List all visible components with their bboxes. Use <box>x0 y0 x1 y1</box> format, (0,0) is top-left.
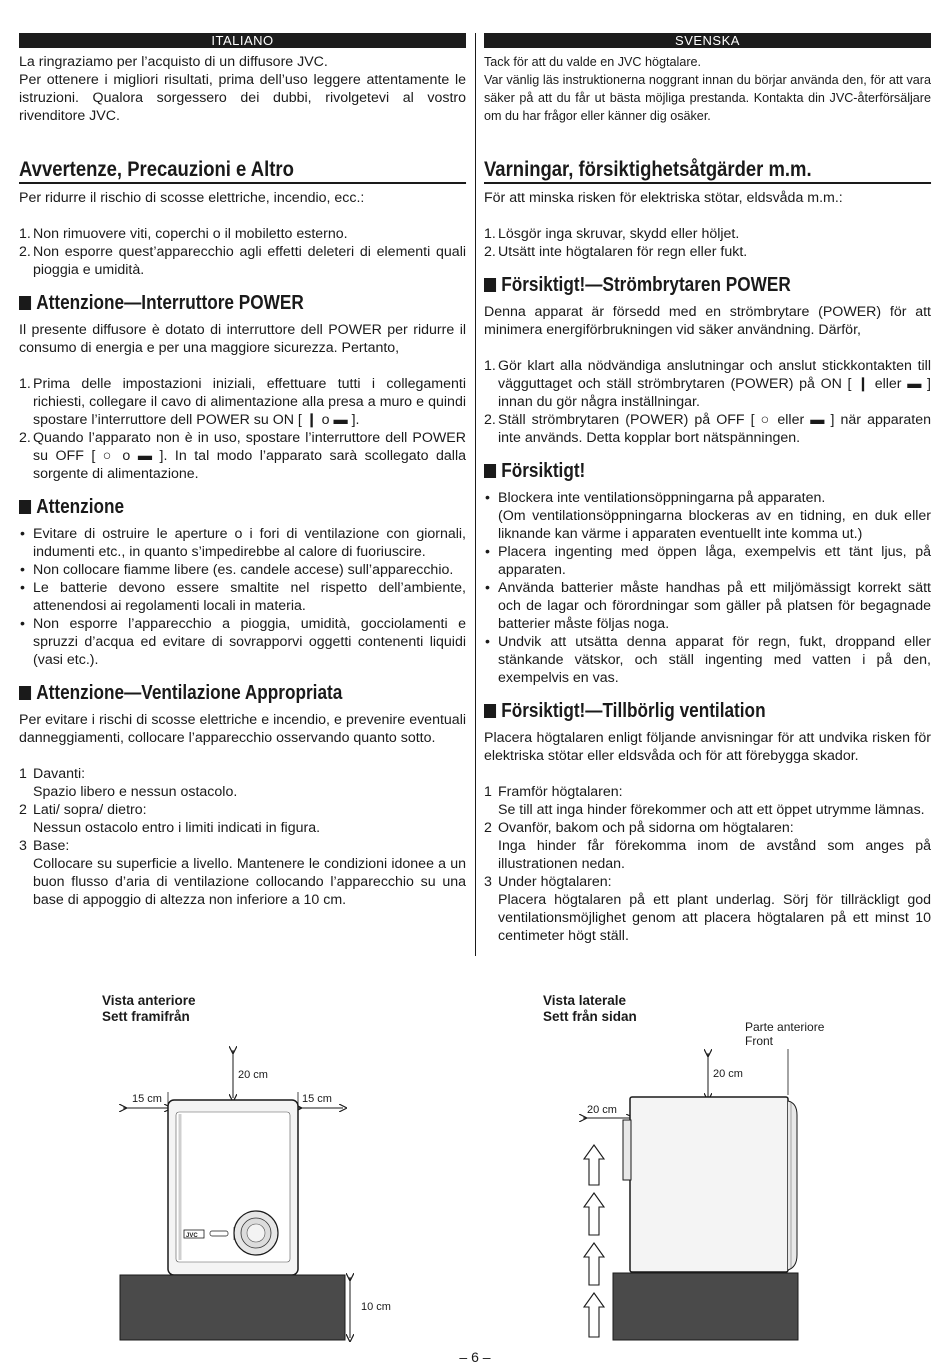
caution-list-italian <box>19 525 466 669</box>
list-item <box>484 243 931 261</box>
list-item-number: 1. <box>484 226 496 242</box>
vent-intro-italian: Per evitare i rischi di scosse elettriche e incendio, e prevenire eventuali danneggiamenti, collocare l’apparecchio osservando quanto sotto. <box>19 712 466 746</box>
square-bullet-icon <box>484 704 496 718</box>
front-left-label: 15 cm <box>132 1093 162 1105</box>
heading-warnings-italian: Avvertenze, Precauzioni e Altro <box>19 158 466 184</box>
square-bullet-icon <box>19 296 31 310</box>
list-item-head: Lati/ sopra/ dietro: <box>33 802 147 818</box>
bullet-icon: • <box>485 634 490 650</box>
list-item-head: Ovanför, bakom och på sidorna om högtalaren: <box>498 820 794 836</box>
list-item <box>19 579 466 615</box>
list-item-number: 1 <box>484 784 492 800</box>
power-list-swedish <box>484 357 931 447</box>
list-item-number: 3 <box>484 874 492 890</box>
front-part-label-en: Front <box>745 1034 774 1048</box>
list-item-number: 2. <box>484 412 496 428</box>
language-bar-italian: ITALIANO <box>19 33 466 48</box>
list-item <box>484 543 931 579</box>
list-item <box>484 579 931 633</box>
front-view-label: Vista anteriore Sett framifrån <box>102 993 196 1024</box>
bullet-icon: • <box>20 580 25 596</box>
bullet-icon: • <box>20 562 25 578</box>
square-bullet-icon <box>19 500 31 514</box>
speaker-side <box>630 1097 788 1272</box>
list-item-text: Inga hinder får förekomma inom de avstånd som anges på illustrationen nedan. <box>498 838 931 872</box>
power-intro-swedish: Denna apparat är försedd med en strömbrytare (POWER) för att minimera energiförbrukningen vid säker användning. Därför, <box>484 304 931 338</box>
base-block-side <box>613 1273 798 1340</box>
side-back-label: 20 cm <box>587 1104 617 1116</box>
list-item <box>484 633 931 687</box>
list-item-text: Använda batterier måste handhas på ett miljömässigt korrekt sätt och de lagar och förordningar som gäller på platsen för begagnade batterier måste följas noga. <box>498 580 931 632</box>
heading-power-italian: Attenzione—Interruttore POWER <box>19 291 465 315</box>
list-item-number: 1. <box>19 226 31 242</box>
list-item-text: Gör klart alla nödvändiga anslutningar och anslut stickkontakten till vägguttaget och ställ strömbrytaren (POWER) på ON [ ❙ eller ▬ ] innan du gör några inställningar. <box>498 358 931 410</box>
list-item-text: Lösgör inga skruvar, skydd eller höljet. <box>498 226 740 242</box>
column-divider <box>475 33 476 956</box>
list-item-text: Non esporre l’apparecchio a pioggia, umidità, gocciolamenti e spruzzi d’acqua ed evitare di sovrapporvi oggetti contenenti liquidi (vasi etc.). <box>33 616 466 668</box>
heading-vent-swedish: Försiktigt!—Tillbörlig ventilation <box>484 699 930 723</box>
list-item-text: Undvik att utsätta denna apparat för regn, fukt, droppand eller stänkande vätskor, och ställ ingenting med vatten i på den, exempelvis en vas. <box>498 634 931 686</box>
list-item-number: 1. <box>484 358 496 374</box>
list-item <box>19 801 466 837</box>
power-intro-italian: Il presente diffusore è dotato di interruttore dell POWER per ridurre il consumo di energia e per una maggiore sicurezza. Pertanto, <box>19 322 466 356</box>
heading-intro-italian: Per ridurre il rischio di scosse elettriche, incendio, ecc.: <box>19 190 365 206</box>
list-item <box>484 873 931 945</box>
base-block <box>120 1275 345 1340</box>
caution-list-swedish <box>484 489 931 687</box>
list-item-text: Utsätt inte högtalaren för regn eller fukt. <box>498 244 748 260</box>
list-item-number: 2. <box>484 244 496 260</box>
list-item-text: Collocare su superficie a livello. Mantenere le condizioni idonee a un buon flusso d’aria di ventilazione collocando l’apparecchio su una base di appoggio di altezza non inferiore a 10 cm. <box>33 856 466 908</box>
intro-swedish: Tack för att du valde en JVC högtalare. Var vänlig läs instruktionerna noggrant innan du börjar använda den, för att vara säker på att du får ut bästa möjliga prestanda. Kontakta din JVC-återförsäljare om du har frågor eller känner dig osäker. <box>484 55 931 123</box>
bullet-icon: • <box>20 526 25 542</box>
front-view-diagram <box>0 1030 475 1350</box>
warnings-list-italian <box>19 225 466 279</box>
list-item-text: Non rimuovere viti, coperchi o il mobiletto esterno. <box>33 226 348 242</box>
list-item-head: Under högtalaren: <box>498 874 612 890</box>
page-number: – 6 – <box>459 1349 491 1365</box>
side-view-label: Vista laterale Sett från sidan <box>543 993 637 1024</box>
list-item-number: 2. <box>19 430 31 446</box>
heading-intro-swedish: För att minska risken för elektriska stötar, eldsvåda m.m.: <box>484 190 843 206</box>
list-item <box>484 489 931 543</box>
bullet-icon: • <box>485 544 490 560</box>
front-bottom-label: 10 cm <box>361 1301 391 1313</box>
list-item-text: Ställ strömbrytaren (POWER) på OFF [ ○ eller ▬ ] när apparaten inte används. Detta kopplar bort nätspänningen. <box>498 412 931 446</box>
vent-list-swedish <box>484 783 931 945</box>
heading-power-swedish: Försiktigt!—Strömbrytaren POWER <box>484 273 930 297</box>
list-item <box>19 375 466 429</box>
svg-text:JVC: JVC <box>186 1233 198 1239</box>
list-item <box>484 357 931 411</box>
list-item <box>19 765 466 801</box>
list-item-head: Framför högtalaren: <box>498 784 623 800</box>
heading-caution-swedish: Försiktigt! <box>484 459 930 483</box>
power-list-italian <box>19 375 466 483</box>
front-part-label-it: Parte anteriore <box>745 1020 825 1034</box>
list-item <box>19 615 466 669</box>
square-bullet-icon <box>484 464 496 478</box>
heading-vent-italian: Attenzione—Ventilazione Appropriata <box>19 681 465 705</box>
list-item-text: Non esporre quest’apparecchio agli effetti deleteri di elementi quali pioggia e umidità. <box>33 244 466 278</box>
list-item-text: Prima delle impostazioni iniziali, effettuare tutti i collegamenti richiesti, collegare il cavo di alimentazione alla presa a muro e quindi spostare l’interruttore dell POWER su ON [ ❙ o ▬ ]. <box>33 376 466 428</box>
bullet-icon: • <box>485 580 490 596</box>
swedish-column <box>484 33 931 945</box>
list-item <box>19 837 466 909</box>
list-item-text: Non collocare fiamme libere (es. candele accese) sull’apparecchio. <box>33 562 454 578</box>
bullet-icon: • <box>485 490 490 506</box>
list-item-number: 1 <box>19 766 27 782</box>
language-bar-swedish: SVENSKA <box>484 33 931 48</box>
list-item-text: Spazio libero e nessun ostacolo. <box>33 784 238 800</box>
list-item <box>484 783 931 819</box>
list-item-head: Davanti: <box>33 766 86 782</box>
square-bullet-icon <box>484 278 496 292</box>
list-item-number: 2. <box>19 244 31 260</box>
list-item <box>19 225 466 243</box>
list-item-number: 1. <box>19 376 31 392</box>
intro-italian: La ringraziamo per l’acquisto di un diffusore JVC. Per ottenere i migliori risultati, prima dell’uso leggere attentamente le istruzioni. Qualora sorgessero dei dubbi, rivolgetevi al vostro rivenditore JVC. <box>19 54 466 124</box>
list-item <box>19 429 466 483</box>
square-bullet-icon <box>19 686 31 700</box>
list-item <box>19 561 466 579</box>
list-item <box>19 243 466 279</box>
side-view-diagram <box>475 1015 950 1350</box>
side-top-label: 20 cm <box>713 1068 743 1080</box>
warnings-list-swedish <box>484 225 931 261</box>
bullet-icon: • <box>20 616 25 632</box>
list-item-text: Placera ingenting med öppen låga, exempelvis ett tänt ljus, på apparaten. <box>498 544 931 578</box>
front-right-label: 15 cm <box>302 1093 332 1105</box>
list-item-text: Nessun ostacolo entro i limiti indicati in figura. <box>33 820 321 836</box>
heading-warnings-swedish: Varningar, försiktighetsåtgärder m.m. <box>484 158 931 184</box>
list-item <box>19 525 466 561</box>
list-item-number: 2 <box>484 820 492 836</box>
list-item-text: Le batterie devono essere smaltite nel rispetto dell’ambiente, attenendosi ai regolamenti locali in materia. <box>33 580 466 614</box>
heading-caution-italian: Attenzione <box>19 495 465 519</box>
list-item-text: Placera högtalaren på ett plant underlag. Sörj för tillräckligt god ventilationsmöjlighet genom att placera högtalaren på ett minst 10 centimeter högt ställ. <box>498 892 931 944</box>
airflow-arrows-icon <box>584 1145 604 1337</box>
list-item-number: 2 <box>19 802 27 818</box>
list-item-text: Quando l’apparato non è in uso, spostare l’interruttore dell POWER su OFF [ ○ o ▬ ]. In tal modo l’apparato sarà scollegato dalla sorgente di alimentazione. <box>33 430 466 482</box>
list-item-text: Evitare di ostruire le aperture o i fori di ventilazione con giornali, indumenti etc., in quanto s’impedirebbe al calore di fuoriuscire. <box>33 526 466 560</box>
list-item <box>484 819 931 873</box>
list-item-text: Blockera inte ventilationsöppningarna på apparaten. (Om ventilationsöppningarna blockeras av en tidning, en duk eller liknande kan värme i apparaten eventuellt inte komma ut.) <box>498 490 931 542</box>
italian-column <box>19 33 466 909</box>
list-item-head: Base: <box>33 838 70 854</box>
front-top-label: 20 cm <box>238 1069 268 1081</box>
list-item-number: 3 <box>19 838 27 854</box>
list-item <box>484 225 931 243</box>
vent-list-italian <box>19 765 466 909</box>
vent-intro-swedish: Placera högtalaren enligt följande anvisningar för att undvika risken för elektriska stötar eller eldsvåda och för att förebygga skador. <box>484 730 931 764</box>
list-item <box>484 411 931 447</box>
list-item-text: Se till att inga hinder förekommer och att ett öppet utrymme lämnas. <box>498 802 925 818</box>
